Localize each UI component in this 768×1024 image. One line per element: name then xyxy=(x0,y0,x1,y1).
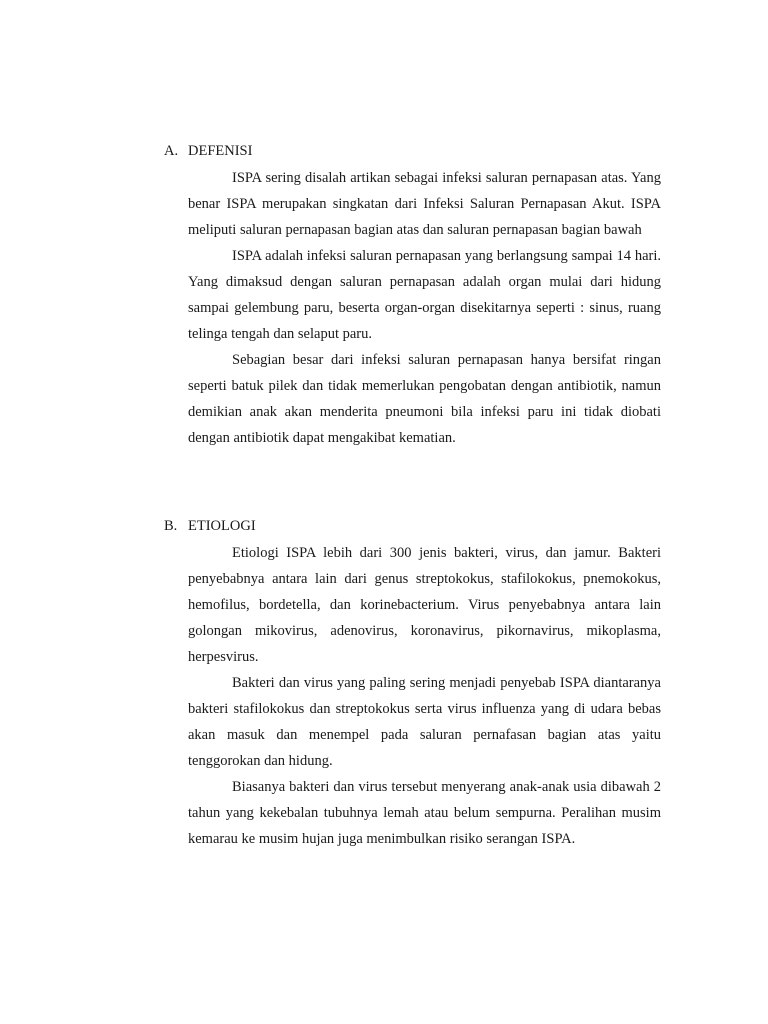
paragraph: ISPA sering disalah artikan sebagai infeksi saluran pernapasan atas. Yang benar ISPA merupakan singkatan dari Infeksi Saluran Pernapasan Akut. ISPA meliputi saluran pernapasan bagian atas dan saluran pernapasan bagian bawah xyxy=(188,170,661,238)
section-letter: A. xyxy=(164,143,179,159)
section-defenisi xyxy=(164,141,661,451)
paragraph: Etiologi ISPA lebih dari 300 jenis bakteri, virus, dan jamur. Bakteri penyebabnya antara lain dari genus streptokokus, stafilokokus, pnemokokus, hemofilus, bordetella, dan korinebacterium. Virus penyebabnya antara lain golongan mikovirus, adenovirus, koronavirus, pikornavirus, mikoplasma, herpesvirus. xyxy=(188,545,661,665)
section-letter: B. xyxy=(164,518,178,534)
section-etiologi xyxy=(164,516,661,852)
section-title: ETIOLOGI xyxy=(188,518,256,534)
paragraph: ISPA adalah infeksi saluran pernapasan yang berlangsung sampai 14 hari. Yang dimaksud dengan saluran pernapasan adalah organ mulai dari hidung sampai gelembung paru, beserta organ-organ disekitarnya seperti : sinus, ruang telinga tengah dan selaput paru. xyxy=(188,248,661,342)
paragraph: Bakteri dan virus yang paling sering menjadi penyebab ISPA diantaranya bakteri stafilokokus dan streptokokus serta virus influenza yang di udara bebas akan masuk dan menempel pada saluran pernafasan bagian atas yaitu tenggorokan dan hidung. xyxy=(188,675,661,769)
section-heading xyxy=(164,516,661,536)
paragraph: Sebagian besar dari infeksi saluran pernapasan hanya bersifat ringan seperti batuk pilek dan tidak memerlukan pengobatan dengan antibiotik, namun demikian anak akan menderita pneumoni bila infeksi paru ini tidak diobati dengan antibiotik dapat mengakibat kematian. xyxy=(188,352,661,446)
section-title: DEFENISI xyxy=(188,143,253,159)
section-heading xyxy=(164,141,661,161)
paragraph: Biasanya bakteri dan virus tersebut menyerang anak-anak usia dibawah 2 tahun yang kekebalan tubuhnya lemah atau belum sempurna. Peralihan musim kemarau ke musim hujan juga menimbulkan risiko serangan ISPA. xyxy=(188,779,661,847)
